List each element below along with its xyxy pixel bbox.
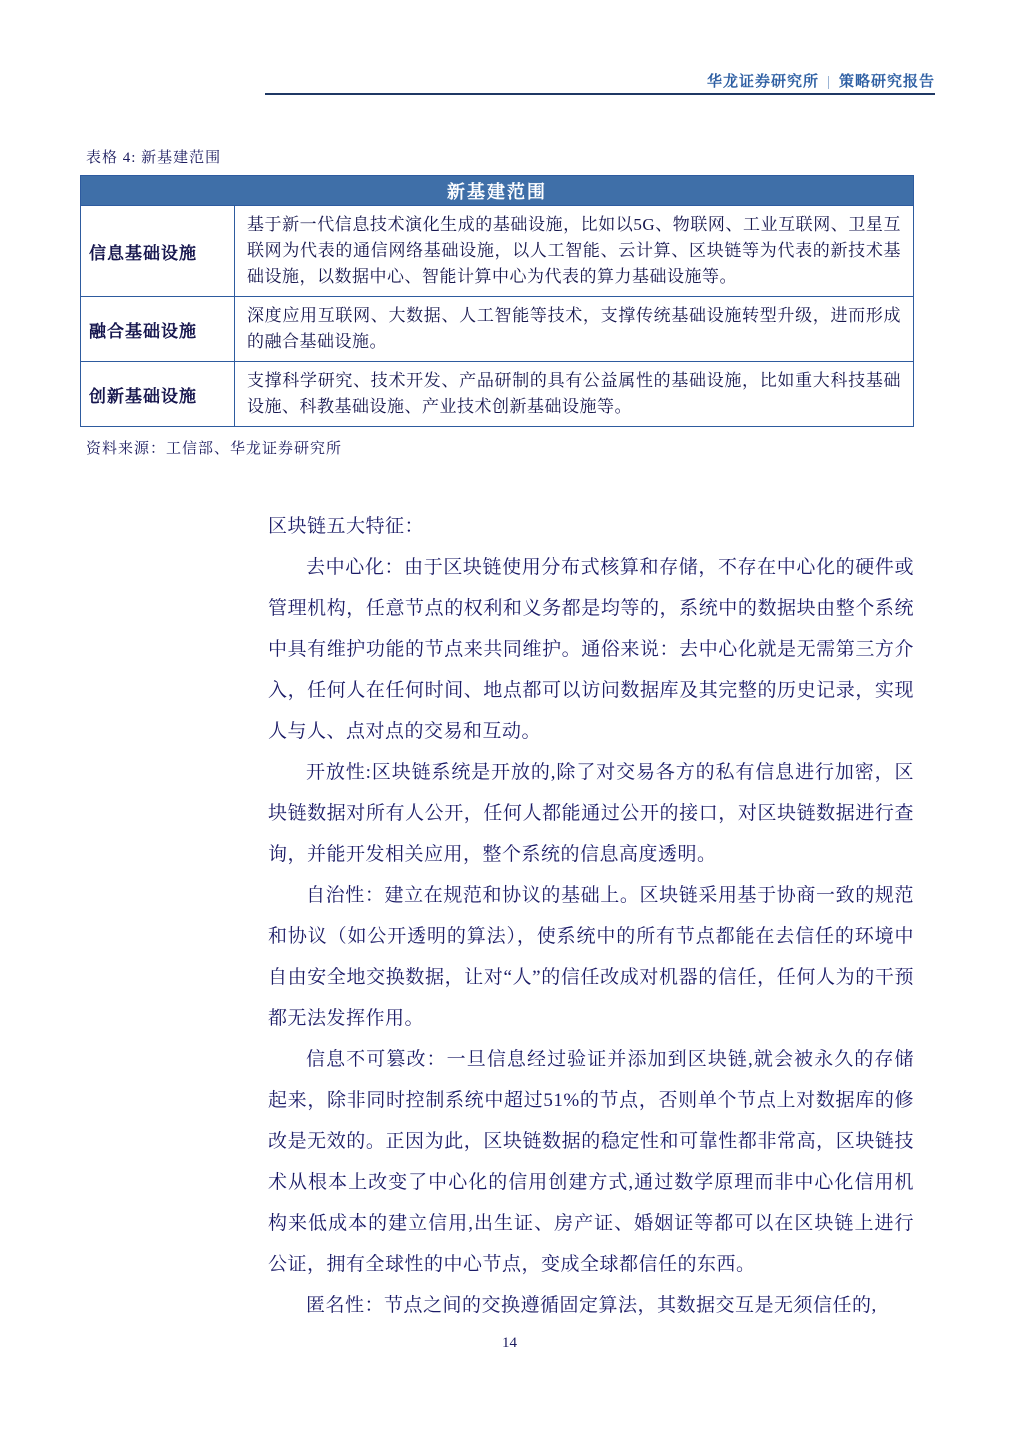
header-report-type: 策略研究报告 xyxy=(838,74,935,90)
table-title: 新基建范围 xyxy=(81,176,914,206)
table-row xyxy=(81,206,914,297)
paragraph-anonymity: 匿名性：节点之间的交换遵循固定算法，其数据交互是无须信任的, xyxy=(306,1295,877,1316)
page-number: 14 xyxy=(502,1335,517,1351)
header-divider: | xyxy=(826,74,831,90)
row-label: 信息基础设施 xyxy=(81,206,235,297)
table-header-row xyxy=(81,176,914,206)
header-rule xyxy=(265,93,935,95)
table-source: 资料来源：工信部、华龙证券研究所 xyxy=(86,441,343,457)
header-org-name: 华龙证券研究所 xyxy=(706,74,819,90)
body-text xyxy=(268,506,914,1326)
table-row xyxy=(81,297,914,362)
table-row xyxy=(81,362,914,427)
table-caption: 表格 4: 新基建范围 xyxy=(86,150,222,166)
row-label: 创新基础设施 xyxy=(81,362,235,427)
paragraph-immutability: 信息不可篡改：一旦信息经过验证并添加到区块链,就会被永久的存储起来，除非同时控制系统中超过51%的节点，否则单个节点上对数据库的修改是无效的。正因为此，区块链数据的稳定性和可靠性都非常高，区块链技术从根本上改变了中心化的信用创建方式,通过数学原理而非中心化信用机构来低成本的建立信用,出生证、房产证、婚姻证等都可以在区块链上进行公证，拥有全球性的中心节点，变成全球都信任的东西。 xyxy=(268,1049,914,1275)
row-text: 支撑科学研究、技术开发、产品研制的具有公益属性的基础设施，比如重大科技基础设施、科教基础设施、产业技术创新基础设施等。 xyxy=(235,362,914,427)
paragraph-intro: 区块链五大特征： xyxy=(268,516,425,537)
paragraph-decentralization: 去中心化：由于区块链使用分布式核算和存储，不存在中心化的硬件或管理机构，任意节点的权利和义务都是均等的，系统中的数据块由整个系统中具有维护功能的节点来共同维护。通俗来说：去中心化就是无需第三方介入，任何人在任何时间、地点都可以访问数据库及其完整的历史记录，实现人与人、点对点的交易和互动。 xyxy=(268,557,914,742)
paragraph-autonomy: 自治性：建立在规范和协议的基础上。区块链采用基于协商一致的规范和协议（如公开透明的算法），使系统中的所有节点都能在去信任的环境中自由安全地交换数据，让对“人”的信任改成对机器的信任，任何人为的干预都无法发挥作用。 xyxy=(268,885,914,1029)
row-text: 基于新一代信息技术演化生成的基础设施，比如以5G、物联网、工业互联网、卫星互联网为代表的通信网络基础设施，以人工智能、云计算、区块链等为代表的新技术基础设施，以数据中心、智能计算中心为代表的算力基础设施等。 xyxy=(235,206,914,297)
content-column xyxy=(80,146,914,1326)
row-text: 深度应用互联网、大数据、人工智能等技术，支撑传统基础设施转型升级，进而形成的融合基础设施。 xyxy=(235,297,914,362)
infrastructure-table xyxy=(80,175,914,427)
paragraph-openness: 开放性:区块链系统是开放的,除了对交易各方的私有信息进行加密，区块链数据对所有人公开，任何人都能通过公开的接口，对区块链数据进行查询，并能开发相关应用，整个系统的信息高度透明。 xyxy=(268,762,914,865)
row-label: 融合基础设施 xyxy=(81,297,235,362)
page-header xyxy=(707,70,935,91)
